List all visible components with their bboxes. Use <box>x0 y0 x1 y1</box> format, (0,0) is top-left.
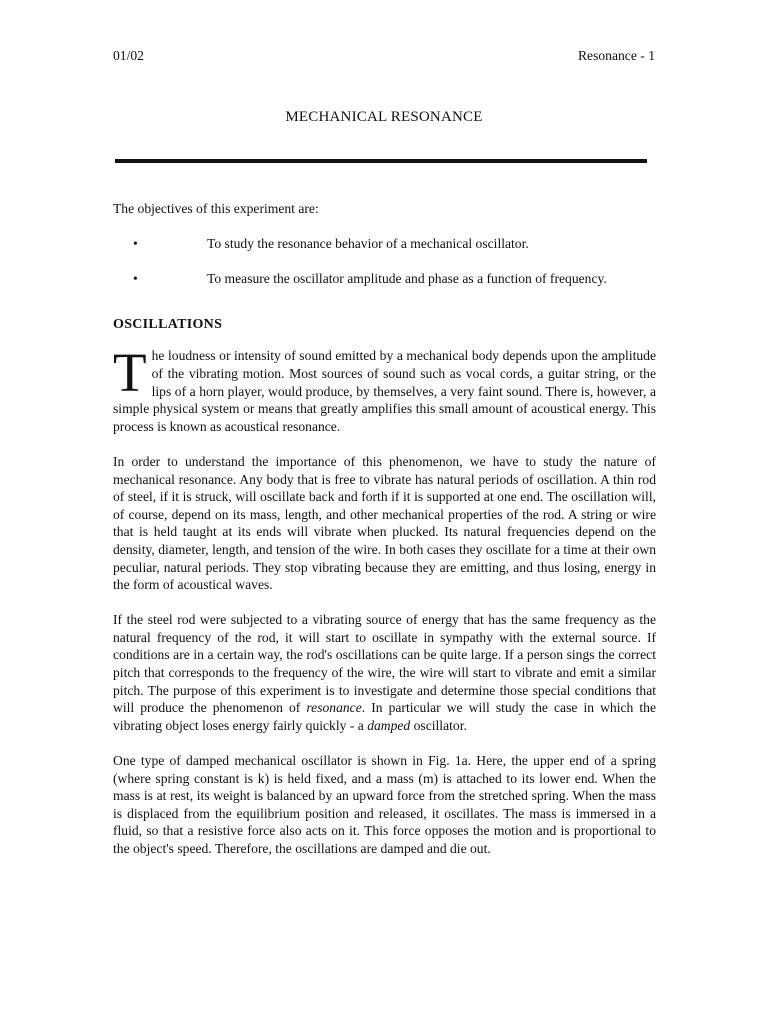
document-title: MECHANICAL RESONANCE <box>285 109 483 125</box>
drop-cap: T <box>113 342 147 404</box>
emphasis-resonance: resonance <box>306 700 362 716</box>
paragraph-1 <box>113 342 656 435</box>
list-item <box>113 235 656 253</box>
paragraph-2: In order to understand the importance of this phenomenon, we have to study the nature of mechanical resonance. Any body that is free to vibrate has natural periods of oscillation. A thin rod of steel, if it is struck, will oscillate back and forth if it is supported at one end. The oscillation will, of course, depend on its mass, length, and other mechanical properties of the rod. A string or wire that is held taught at its ends will vibrate when plucked. Its natural frequencies depend on the density, diameter, length, and tension of the wire. In both cases they oscillate for a time at their own peculiar, natural periods. They stop vibrating because they are emitting, and thus losing, energy in the form of acoustical waves. <box>113 453 656 593</box>
document-body <box>113 200 656 875</box>
header-page-label: Resonance - 1 <box>577 48 655 63</box>
title-divider <box>115 159 647 163</box>
bullet-marker: • <box>133 271 138 287</box>
paragraph-3-part3: oscillator. <box>410 717 467 733</box>
paragraph-3 <box>113 611 656 734</box>
paragraph-1-text: he loudness or intensity of sound emitted by a mechanical body depends upon the amplitude of the vibrating motion. Most sources of sound such as vocal cords, a guitar string, or the lips of a horn player, would produce, by themselves, a very faint sound. There is, however, a simple physical system or means that greatly amplifies this small amount of acoustical energy. This process is known as acoustical resonance. <box>113 348 656 434</box>
emphasis-damped: damped <box>367 717 411 733</box>
objectives-list <box>113 235 656 288</box>
header-date: 01/02 <box>113 48 144 63</box>
list-item <box>113 270 656 288</box>
page-header <box>113 47 655 65</box>
section-heading: OSCILLATIONS <box>113 316 223 332</box>
objective-text: To study the resonance behavior of a mechanical oscillator. <box>207 235 529 251</box>
objectives-intro: The objectives of this experiment are: <box>113 201 319 216</box>
objective-text: To measure the oscillator amplitude and phase as a function of frequency. <box>207 271 607 287</box>
paragraph-3-part1: If the steel rod were subjected to a vibrating source of energy that has the same frequency as the natural frequency of the rod, it will start to oscillate in sympathy with the external source. If conditions are in a certain way, the rod's oscillations can be quite large. If a person sings the correct pitch that corresponds to the frequency of the wire, the wire will start to vibrate and emit a similar pitch. The purpose of this experiment is to investigate and determine those special conditions that will produce the phenomenon of <box>113 612 656 716</box>
paragraph-3-part2: . In particular we will study the case in which the vibrating object loses energy fairly quickly - a <box>113 700 656 733</box>
paragraph-4: One type of damped mechanical oscillator is shown in Fig. 1a. Here, the upper end of a spring (where spring constant is k) is held fixed, and a mass (m) is attached to its lower end. When the mass is at rest, its weight is balanced by an upward force from the stretched spring. When the mass is displaced from the equilibrium position and released, it oscillates. The mass is immersed in a fluid, so that a resistive force also acts on it. This force opposes the motion and is proportional to the object's speed. Therefore, the oscillations are damped and die out. <box>113 753 656 856</box>
bullet-marker: • <box>133 235 138 251</box>
